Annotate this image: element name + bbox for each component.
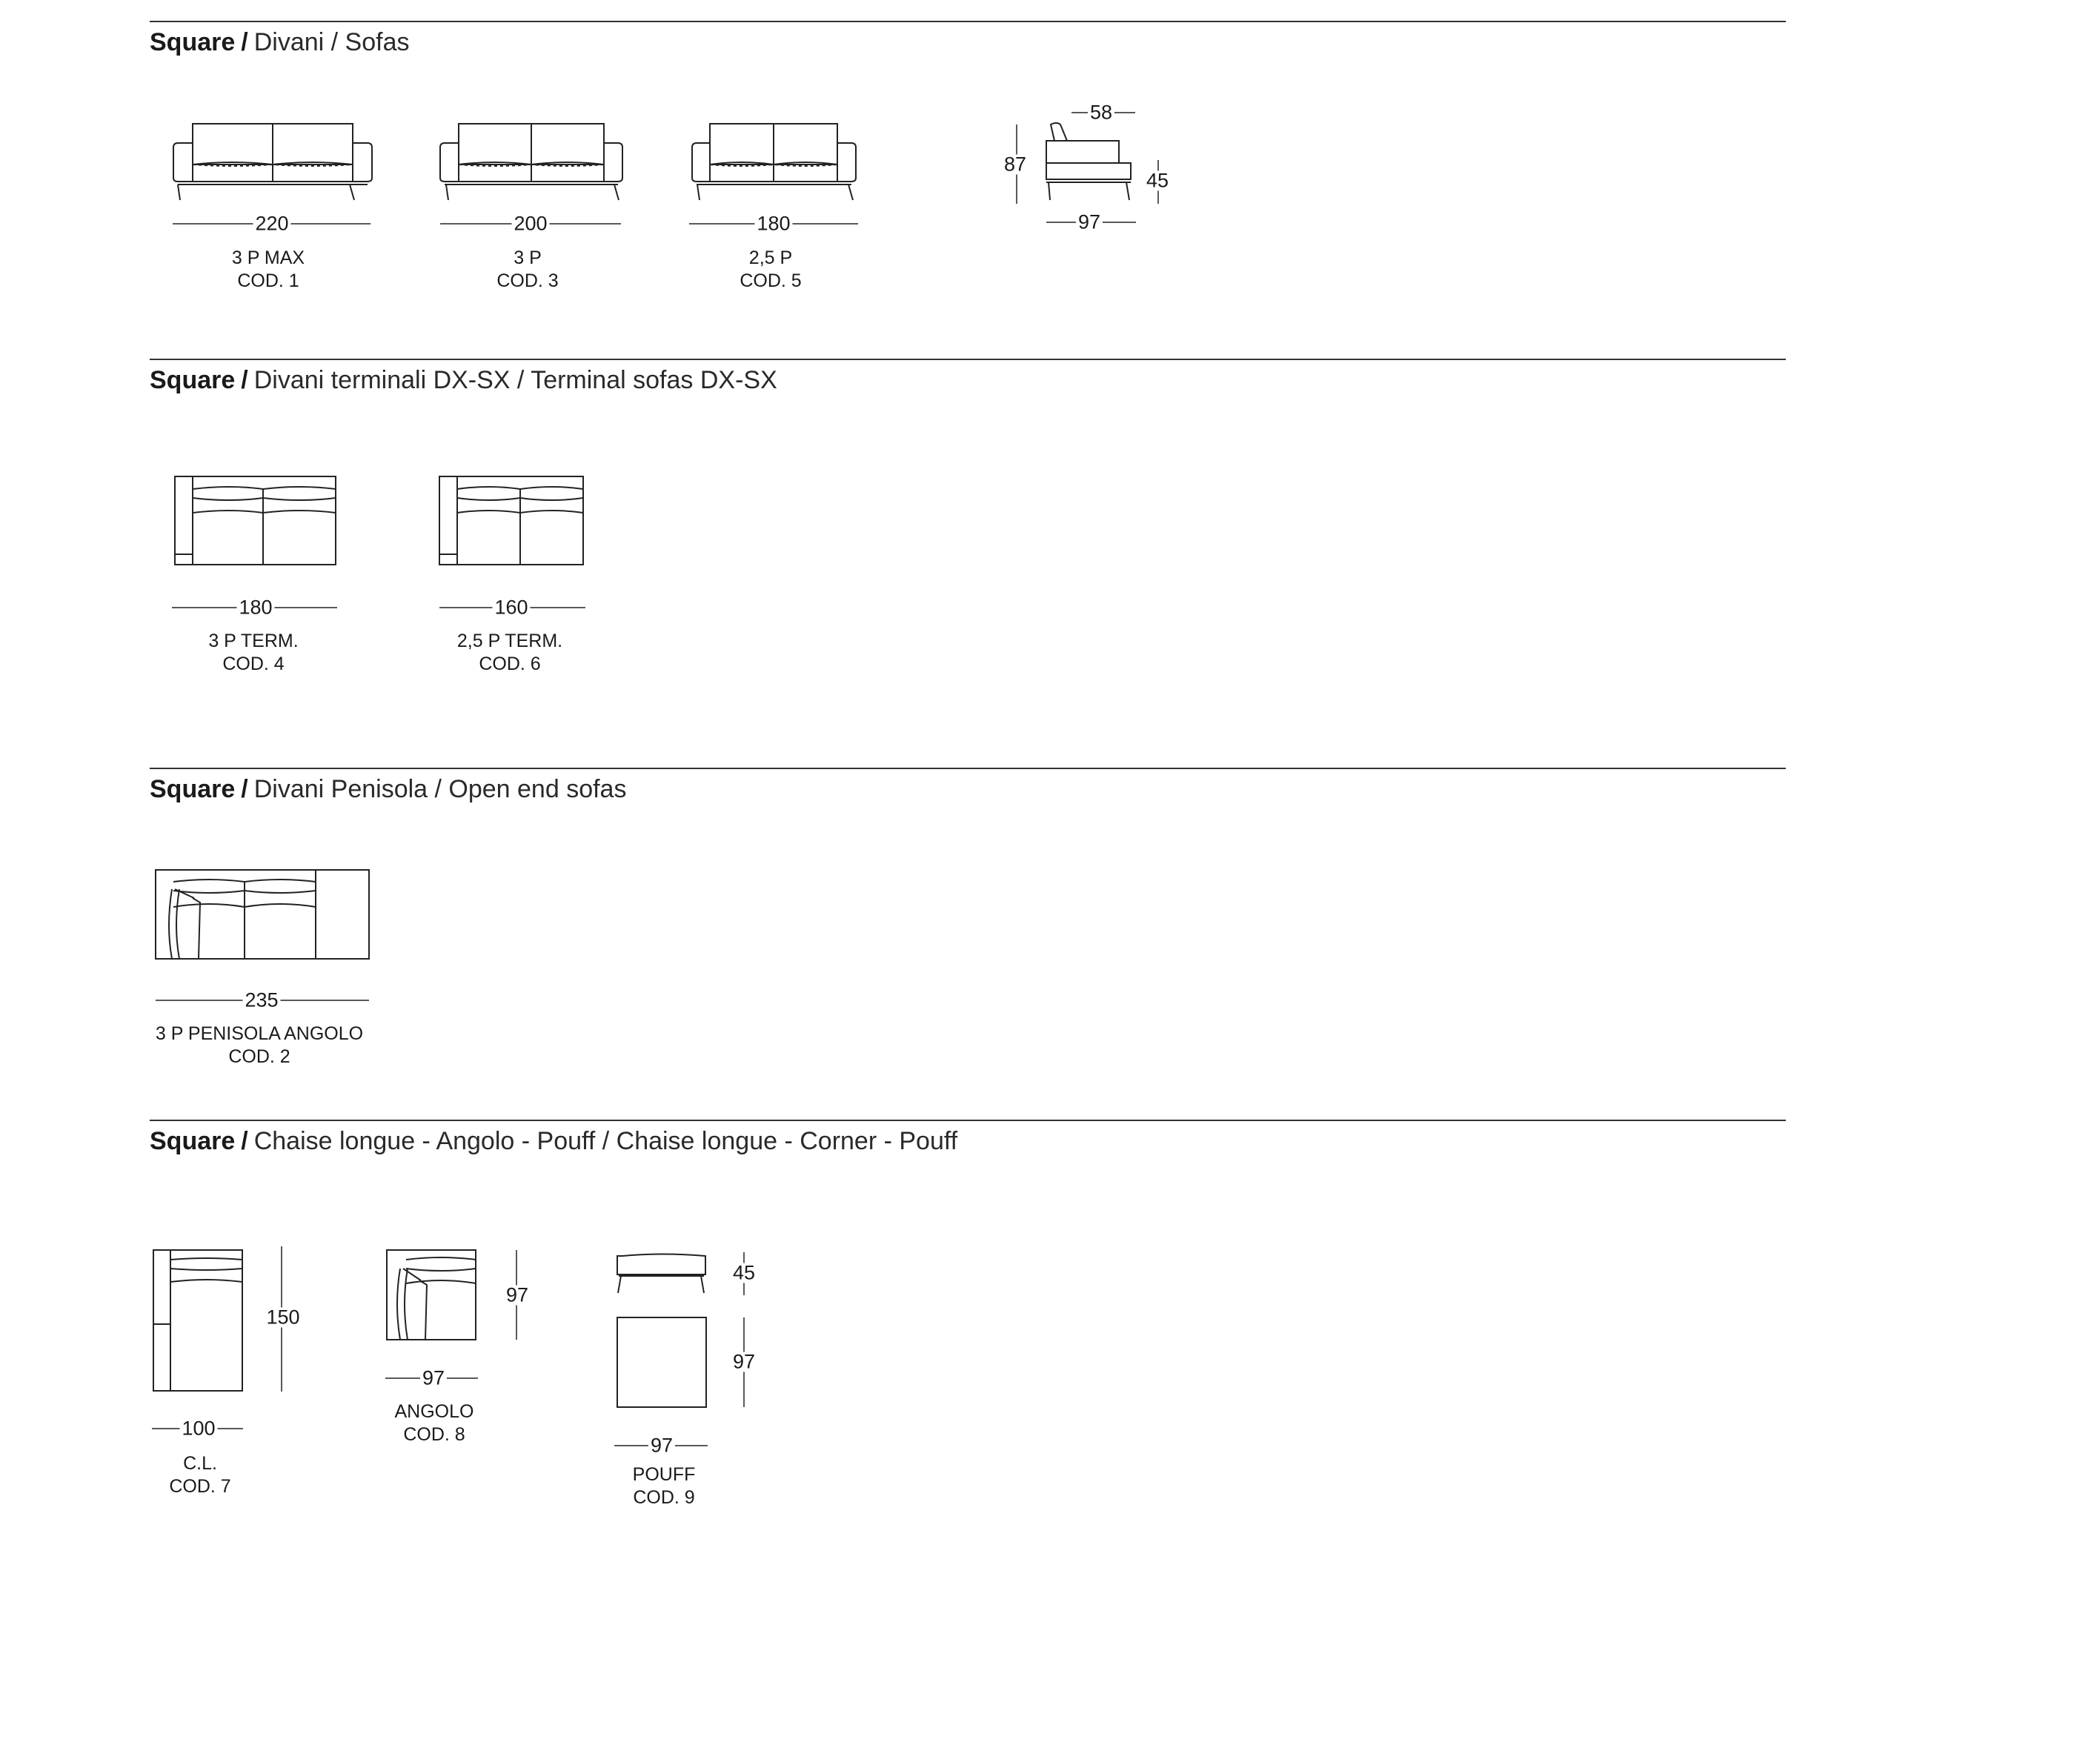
product-name: 3 P [514, 247, 542, 268]
chaise-longue-drawing [153, 1250, 242, 1391]
width-dimension: 235 [242, 991, 280, 1011]
product-code: COD. 2 [228, 1046, 290, 1067]
product-code: COD. 9 [633, 1487, 695, 1508]
product-label [169, 1452, 230, 1498]
section-subtitle: Divani Penisola / Open end sofas [253, 775, 627, 803]
product-name: C.L. [183, 1453, 217, 1474]
brand-label: Square [150, 28, 236, 56]
width-dimension: 97 [420, 1369, 447, 1389]
corner-drawing [387, 1250, 476, 1340]
seat-depth-dimension: 58 [1088, 103, 1114, 123]
section-subtitle: Divani / Sofas [253, 28, 410, 56]
brand-label: Square [150, 775, 236, 803]
title-slash: / [241, 28, 248, 56]
section-subtitle: Chaise longue - Angolo - Pouff / Chaise longue - Corner - Pouff [253, 1127, 958, 1155]
product-code: COD. 4 [222, 654, 285, 674]
width-dimension: 180 [236, 598, 274, 618]
product-name: 2,5 P [748, 247, 793, 268]
product-code: COD. 3 [496, 270, 559, 291]
product-name: 3 P MAX [231, 247, 305, 268]
open-end-sofa-drawing [156, 870, 369, 959]
width-dimension: 160 [492, 598, 530, 618]
product-label [232, 247, 305, 293]
product-label [395, 1400, 474, 1446]
sofa-front-drawing-3p [440, 124, 622, 200]
seat-height-dimension: 45 [1144, 171, 1171, 191]
length-dimension: 150 [264, 1308, 302, 1328]
product-label [156, 1023, 363, 1068]
product-label [633, 1463, 696, 1509]
sofa-side-drawing [1046, 123, 1131, 200]
title-slash: / [241, 366, 248, 394]
product-name: POUFF [632, 1464, 696, 1485]
product-code: COD. 7 [169, 1476, 231, 1497]
product-code: COD. 8 [403, 1424, 465, 1445]
product-name: ANGOLO [394, 1401, 474, 1422]
product-label [457, 630, 562, 676]
brand-label: Square [150, 366, 236, 394]
height-dimension: 87 [1002, 155, 1029, 175]
product-label [740, 247, 801, 293]
product-name: 2,5 P TERM. [456, 631, 563, 651]
width-dimension: 200 [511, 214, 549, 234]
pouff-drawing [617, 1254, 706, 1408]
section-subtitle: Divani terminali DX-SX / Terminal sofas DX-SX [253, 366, 777, 394]
product-code: COD. 1 [237, 270, 299, 291]
terminal-sofa-drawing-3p-term [175, 476, 336, 565]
title-slash: / [241, 775, 248, 803]
width-dimension: 97 [648, 1436, 675, 1456]
height-dimension: 45 [731, 1263, 757, 1283]
length-dimension: 97 [504, 1286, 531, 1306]
product-code: COD. 6 [479, 654, 541, 674]
product-code: COD. 5 [740, 270, 802, 291]
sofa-front-drawing-2-5p [692, 124, 856, 200]
title-slash: / [241, 1127, 248, 1155]
brand-label: Square [150, 1127, 236, 1155]
depth-dimension: 97 [1076, 213, 1103, 233]
sofa-front-drawing-3p-max [173, 124, 372, 200]
product-label [208, 630, 298, 676]
product-label [496, 247, 558, 293]
width-dimension: 100 [179, 1419, 217, 1439]
width-dimension: 220 [253, 214, 290, 234]
length-dimension: 97 [731, 1352, 757, 1372]
width-dimension: 180 [754, 214, 792, 234]
product-name: 3 P TERM. [208, 631, 299, 651]
terminal-sofa-drawing-2-5p-term [439, 476, 583, 565]
product-name: 3 P PENISOLA ANGOLO [155, 1023, 364, 1044]
